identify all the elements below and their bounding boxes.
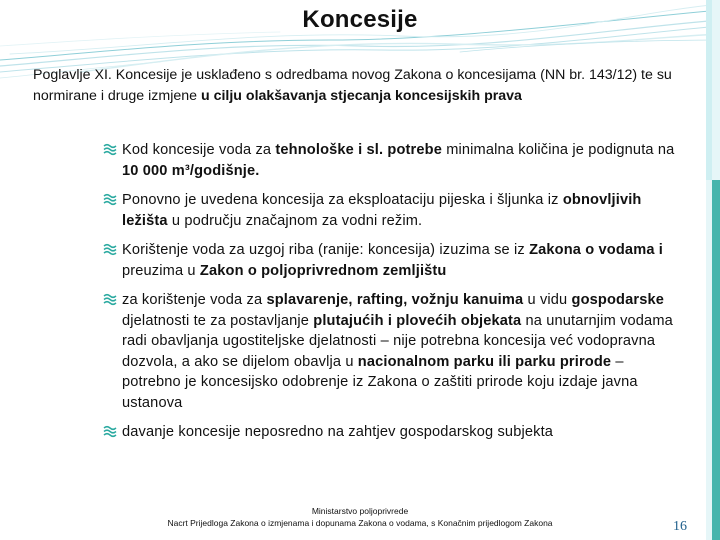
waves-icon: [103, 424, 117, 438]
bullet-run: gospodarske: [571, 292, 665, 308]
intro-run: u cilju olakšavanja stjecanja koncesijskih prava: [200, 87, 522, 104]
footer-document-title: Nacrt Prijedloga Zakona o izmjenama i dopunama Zakona o vodama, s Konačnim prijedlogom Zakona: [167, 518, 553, 528]
bullet-text: [122, 192, 642, 229]
intro-run: Poglavlje XI. Koncesije je usklađeno s odredbama novog Zakona o koncesijama (NN br. 143/12) te su normirane i druge izmjene: [33, 67, 672, 104]
footer-ministry: Ministarstvo poljoprivrede: [311, 506, 409, 516]
bullet-run: tehnološke i sl. potrebe: [275, 142, 442, 158]
bullet-run: na unutarnjim vodama radi obavljanja ugostiteljske djelatnosti – nije potrebna koncesija već vodopravna dozvola, a ako se dijelom obavlja u: [122, 312, 673, 370]
slide-title: Koncesije: [302, 6, 418, 33]
bullet-list: [103, 140, 683, 452]
bullet-run: Zakona o vodama i: [529, 242, 663, 258]
bullet-text: [122, 292, 673, 411]
bullet-run: davanje koncesije neposredno na zahtjev gospodarskog subjekta: [122, 424, 554, 440]
page-number: 16: [673, 519, 687, 534]
bullet-run: minimalna količina je podignuta na: [442, 142, 675, 158]
footer: [130, 505, 590, 529]
bullet-text: [122, 424, 553, 440]
bullet-run: u području značajnom za vodni režim.: [167, 212, 423, 229]
bullet-run: plutajućih i plovećih objekata: [313, 312, 522, 329]
waves-icon: [103, 292, 117, 306]
bullet-item: [103, 140, 683, 181]
waves-icon: [103, 142, 117, 156]
bullet-run: Ponovno je uvedena koncesija za eksploataciju pijeska i šljunka iz: [122, 192, 563, 208]
bullet-run: za korištenje voda za: [122, 292, 267, 308]
bullet-text: [122, 142, 674, 179]
bullet-item: [103, 422, 683, 443]
intro-paragraph: [33, 65, 673, 106]
waves-icon: [103, 192, 117, 206]
bullet-item: [103, 240, 683, 281]
bullet-run: preuzima u: [122, 262, 200, 279]
bullet-run: obnovljivih ležišta: [122, 192, 642, 229]
bullet-run: 10 000 m³/godišnje.: [122, 162, 260, 179]
waves-icon: [103, 242, 117, 256]
bullet-run: djelatnosti te za postavljanje: [122, 312, 314, 329]
bullet-run: Korištenje voda za uzgoj riba (ranije: koncesija) izuzima se iz: [122, 242, 530, 258]
bullet-run: Kod koncesije voda za: [122, 142, 276, 158]
bullet-run: splavarenje, rafting, vožnju kanuima: [266, 292, 524, 308]
bullet-item: [103, 290, 683, 413]
bullet-item: [103, 190, 683, 231]
bullet-run: u vidu: [523, 292, 572, 308]
bullet-run: nacionalnom parku ili parku prirode: [357, 353, 612, 370]
bullet-text: [122, 242, 663, 279]
bullet-run: – potrebno je koncesijsko odobrenje iz Zakona o zaštiti prirode koju izdaje javna ustanova: [122, 353, 638, 411]
bullet-run: Zakon o poljoprivrednom zemljištu: [199, 262, 447, 279]
